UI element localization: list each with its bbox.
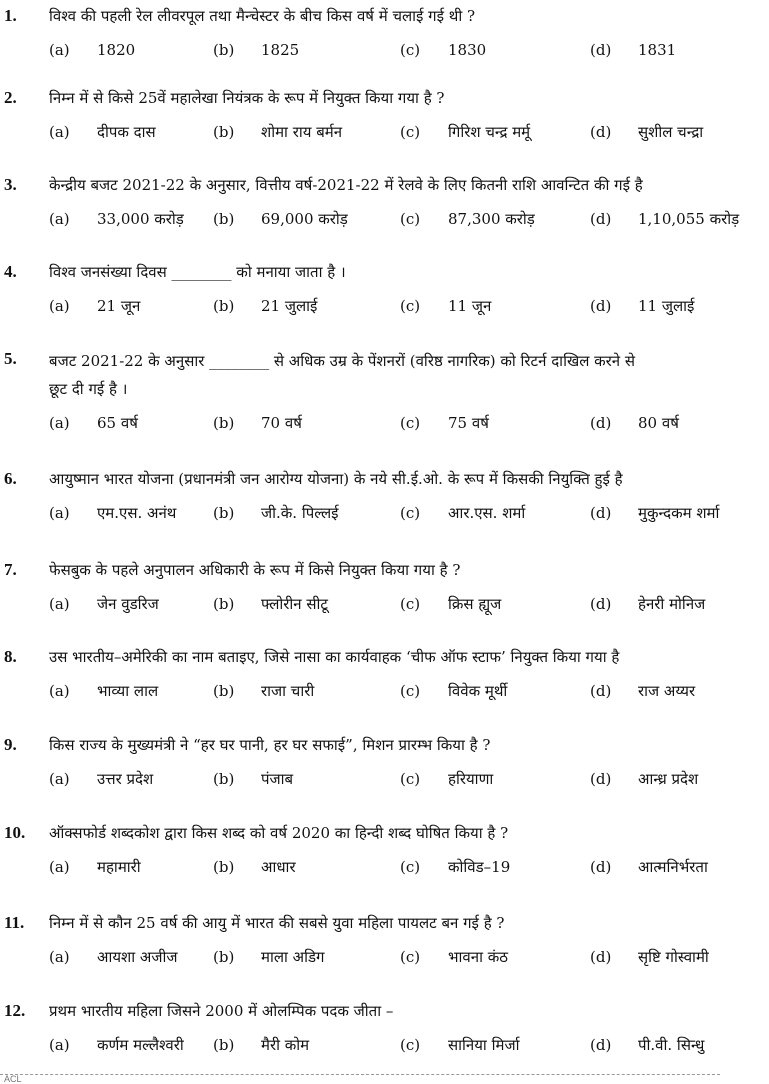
option-text: फ्लोरीन सीटू: [261, 595, 328, 613]
option-text: जी.के. पिल्लई: [261, 504, 339, 522]
options-row: [0, 411, 760, 437]
option-text: राजा चारी: [261, 682, 315, 700]
question-12: [0, 999, 720, 1079]
option-letter: (b): [213, 210, 235, 228]
option-letter: (c): [400, 504, 421, 522]
option-letter: (c): [400, 414, 421, 432]
option-letter: (a): [49, 504, 70, 522]
option-letter: (c): [400, 682, 421, 700]
option-letter: (b): [213, 1036, 235, 1054]
option-text: 33,000 करोड़: [97, 210, 184, 228]
option-text: आत्मनिर्भरता: [638, 858, 708, 876]
option-text: दीपक दास: [97, 123, 156, 141]
option-text: गिरिश चन्द्र मर्मू: [448, 123, 531, 141]
option-letter: (b): [213, 504, 235, 522]
option-letter: (a): [49, 210, 70, 228]
option-letter: (a): [49, 41, 70, 59]
option-letter: (b): [213, 41, 235, 59]
option-text: 1825: [261, 41, 300, 59]
question-1: [0, 4, 720, 84]
option-letter: (b): [213, 858, 235, 876]
option-text: सानिया मिर्जा: [448, 1036, 520, 1054]
option-letter: (b): [213, 948, 235, 966]
option-text: पी.वी. सिन्धु: [638, 1036, 705, 1054]
question-number: 6.: [4, 469, 17, 488]
options-row: [0, 945, 760, 971]
option-text: 1830: [448, 41, 487, 59]
option-letter: (d): [590, 210, 612, 228]
option-letter: (b): [213, 414, 235, 432]
option-text: भावना कंठ: [448, 948, 508, 966]
option-text: 65 वर्ष: [97, 414, 138, 432]
option-text: हेनरी मोनिज: [638, 595, 706, 613]
question-text: बजट 2021-22 के अनुसार ________ से अधिक उम्र के पेंशनरों (वरिष्ठ नागरिक) को रिटर्न दाखिल करने से: [49, 352, 636, 370]
option-letter: (a): [49, 297, 70, 315]
option-text: विवेक मूर्थी: [448, 682, 508, 700]
option-text: जेन वुडरिज: [97, 595, 159, 613]
option-letter: (b): [213, 770, 235, 788]
question-4: [0, 260, 720, 340]
question-11: [0, 911, 720, 991]
option-letter: (d): [590, 504, 612, 522]
option-text: क्रिस ह्यूज: [448, 595, 502, 613]
question-number: 4.: [4, 262, 17, 281]
option-letter: (b): [213, 297, 235, 315]
option-text: कोविड–19: [448, 858, 511, 876]
option-letter: (c): [400, 948, 421, 966]
options-row: [0, 1033, 760, 1059]
question-text: उस भारतीय–अमेरिकी का नाम बताइए, जिसे नासा का कार्यवाहक ‘चीफ ऑफ स्टाफ’ नियुक्त किया गया है: [49, 648, 620, 666]
options-row: [0, 120, 760, 146]
option-text: 11 जुलाई: [638, 297, 695, 315]
question-number: 12.: [4, 1001, 26, 1020]
question-text: विश्व जनसंख्या दिवस ________ को मनाया जाता है ।: [49, 263, 346, 281]
option-letter: (d): [590, 414, 612, 432]
question-10: [0, 821, 720, 901]
option-letter: (a): [49, 123, 70, 141]
question-9: [0, 733, 720, 813]
option-letter: (c): [400, 595, 421, 613]
question-text: विश्व की पहली रेल लीवरपूल तथा मैन्चेस्टर के बीच किस वर्ष में चलाई गई थी ?: [49, 7, 476, 25]
question-3: [0, 173, 740, 253]
option-letter: (c): [400, 1036, 421, 1054]
option-letter: (d): [590, 123, 612, 141]
option-letter: (b): [213, 123, 235, 141]
option-letter: (c): [400, 41, 421, 59]
option-text: मैरी कोम: [261, 1036, 310, 1054]
options-row: [0, 207, 760, 233]
options-row: [0, 294, 760, 320]
option-letter: (a): [49, 414, 70, 432]
option-text: आन्ध्र प्रदेश: [638, 770, 699, 788]
option-letter: (d): [590, 770, 612, 788]
question-2: [0, 86, 720, 166]
question-text: केन्द्रीय बजट 2021-22 के अनुसार, वित्तीय वर्ष-2021-22 में रेलवे के लिए कितनी राशि आवन्टित की गई है: [49, 176, 643, 194]
option-letter: (d): [590, 682, 612, 700]
option-text: 1820: [97, 41, 136, 59]
option-letter: (c): [400, 297, 421, 315]
option-text: सुशील चन्द्रा: [638, 123, 704, 141]
option-text: 69,000 करोड़: [261, 210, 348, 228]
option-letter: (d): [590, 595, 612, 613]
question-5: [0, 347, 720, 447]
question-text: निम्न में से कौन 25 वर्ष की आयु में भारत की सबसे युवा महिला पायलट बन गई है ?: [49, 914, 505, 932]
option-letter: (a): [49, 595, 70, 613]
option-letter: (d): [590, 858, 612, 876]
option-text: 87,300 करोड़: [448, 210, 535, 228]
question-number: 11.: [4, 913, 25, 932]
question-text: किस राज्य के मुख्यमंत्री ने “हर घर पानी, हर घर सफाई”, मिशन प्रारम्भ किया है ?: [49, 736, 491, 754]
option-letter: (d): [590, 948, 612, 966]
question-text: निम्न में से किसे 25वें महालेखा नियंत्रक के रूप में नियुक्त किया गया है ?: [49, 89, 445, 107]
question-number: 2.: [4, 88, 17, 107]
question-number: 1.: [4, 6, 17, 25]
option-letter: (a): [49, 1036, 70, 1054]
option-text: एम.एस. अनंथ: [97, 504, 177, 522]
option-letter: (d): [590, 297, 612, 315]
question-number: 7.: [4, 560, 17, 579]
option-text: आयशा अजीज: [97, 948, 178, 966]
option-text: शोमा राय बर्मन: [261, 123, 343, 141]
option-text: राज अय्यर: [638, 682, 696, 700]
option-letter: (c): [400, 858, 421, 876]
question-text: आयुष्मान भारत योजना (प्रधानमंत्री जन आरोग्य योजना) के नये सी.ई.ओ. के रूप में किसकी नियुक्ति हुई है: [49, 470, 623, 488]
option-text: आधार: [261, 858, 296, 876]
option-letter: (a): [49, 682, 70, 700]
question-number: 5.: [4, 349, 17, 368]
option-letter: (c): [400, 123, 421, 141]
options-row: [0, 501, 760, 527]
option-text: हरियाणा: [448, 770, 494, 788]
option-letter: (a): [49, 858, 70, 876]
options-row: [0, 38, 760, 64]
option-letter: (b): [213, 682, 235, 700]
options-row: [0, 592, 760, 618]
footer-divider: [0, 1074, 720, 1075]
option-text: भाव्या लाल: [97, 682, 159, 700]
question-text: प्रथम भारतीय महिला जिसने 2000 में ओलम्पिक पदक जीता –: [49, 1002, 394, 1020]
options-row: [0, 767, 760, 793]
question-7: [0, 558, 720, 638]
question-8: [0, 645, 720, 725]
question-text: फेसबुक के पहले अनुपालन अधिकारी के रूप में किसे नियुक्त किया गया है ?: [49, 561, 461, 579]
options-row: [0, 855, 760, 881]
option-letter: (a): [49, 948, 70, 966]
option-text: माला अडिग: [261, 948, 325, 966]
option-letter: (d): [590, 1036, 612, 1054]
question-number: 10.: [4, 823, 26, 842]
option-text: 80 वर्ष: [638, 414, 679, 432]
option-text: उत्तर प्रदेश: [97, 770, 154, 788]
option-letter: (a): [49, 770, 70, 788]
option-text: 1,10,055 करोड़: [638, 210, 740, 228]
option-text: 11 जून: [448, 297, 492, 315]
option-text: महामारी: [97, 858, 141, 876]
option-letter: (c): [400, 770, 421, 788]
option-text: 21 जुलाई: [261, 297, 318, 315]
question-number: 3.: [4, 175, 17, 194]
option-text: 1831: [638, 41, 677, 59]
option-text: पंजाब: [261, 770, 294, 788]
option-letter: (d): [590, 41, 612, 59]
option-text: 21 जून: [97, 297, 141, 315]
question-text-continued: छूट दी गई है ।: [49, 380, 128, 398]
footer-code: ACL: [4, 1074, 22, 1084]
option-text: 75 वर्ष: [448, 414, 489, 432]
question-number: 8.: [4, 647, 17, 666]
option-letter: (b): [213, 595, 235, 613]
option-text: सृष्टि गोस्वामी: [638, 948, 709, 966]
option-text: 70 वर्ष: [261, 414, 302, 432]
option-text: मुकुन्दकम शर्मा: [638, 504, 720, 522]
question-6: [0, 467, 720, 547]
question-text: ऑक्सफोर्ड शब्दकोश द्वारा किस शब्द को वर्ष 2020 का हिन्दी शब्द घोषित किया है ?: [49, 824, 509, 842]
option-letter: (c): [400, 210, 421, 228]
question-number: 9.: [4, 735, 17, 754]
options-row: [0, 679, 760, 705]
option-text: आर.एस. शर्मा: [448, 504, 526, 522]
option-text: कर्णम मल्लैश्वरी: [97, 1036, 184, 1054]
